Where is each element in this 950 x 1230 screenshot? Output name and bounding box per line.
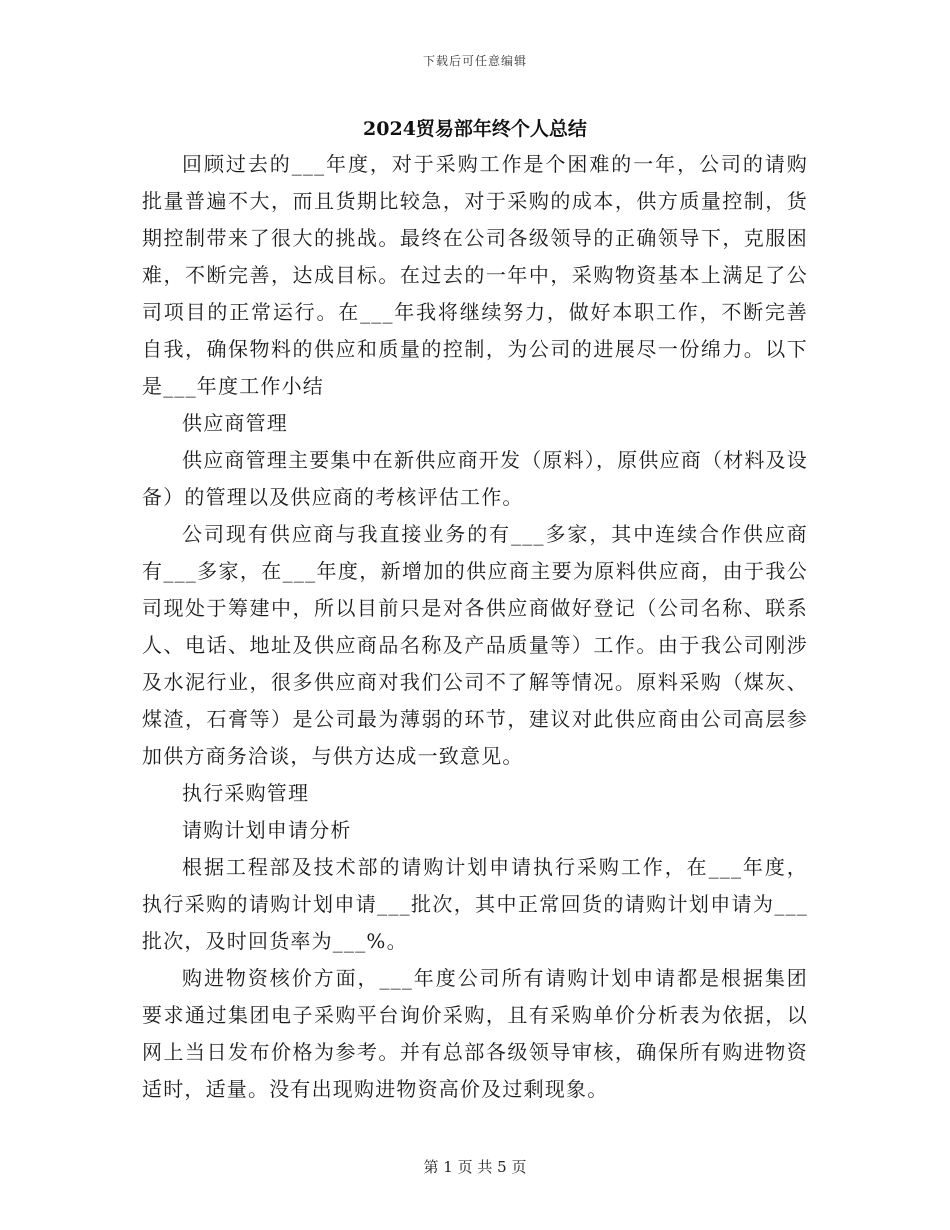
paragraph-intro: 回顾过去的___年度，对于采购工作是个困难的一年，公司的请购批量普遍不大，而且货期比较急，对于采购的成本，供方质量控制，货期控制带来了很大的挑战。最终在公司各级领导的正确领导下，克服困难，不断完善，达成目标。在过去的一年中，采购物资基本上满足了公司项目的正常运行。在___年我将继续努力，做好本职工作，不断完善自我，确保物料的供应和质量的控制，为公司的进展尽一份绵力。以下是___年度工作小结	[142, 152, 808, 398]
section-heading-purchase-execution: 执行采购管理	[182, 781, 310, 805]
section-heading-supplier-management: 供应商管理	[182, 411, 288, 435]
header-note: 下载后可任意编辑	[422, 54, 527, 68]
paragraph-supplier-scope: 供应商管理主要集中在新供应商开发（原料），原供应商（材料及设备）的管理以及供应商的考核评估工作。	[142, 448, 808, 509]
section-heading-requisition-analysis: 请购计划申请分析	[182, 818, 352, 842]
paragraph-price-verification: 购进物资核价方面，___年度公司所有请购计划申请都是根据集团要求通过集团电子采购平台询价采购，且有采购单价分析表为依据，以网上当日发布价格为参考。并有总部各级领导审核，确保所有购进物资适时，适量。没有出现购进物资高价及过剩现象。	[142, 966, 808, 1101]
document-title: 2024贸易部年终个人总结	[363, 118, 587, 140]
paragraph-supplier-status: 公司现有供应商与我直接业务的有___多家，其中连续合作供应商有___多家，在___年度，新增加的供应商主要为原料供应商，由于我公司现处于筹建中，所以目前只是对各供应商做好登记（公司名称、联系人、电话、地址及供应商品名称及产品质量等）工作。由于我公司刚涉及水泥行业，很多供应商对我们公司不了解等情况。原料采购（煤灰、煤渣，石膏等）是公司最为薄弱的环节，建议对此供应商由公司高层参加供方商务洽谈，与供方达成一致意见。	[142, 522, 808, 768]
document-body	[142, 146, 808, 1108]
page-footer: 第 1 页 共 5 页	[423, 1158, 527, 1176]
paragraph-requisition-stats: 根据工程部及技术部的请购计划申请执行采购工作，在___年度，执行采购的请购计划申请___批次，其中正常回货的请购计划申请为___批次，及时回货率为___%。	[142, 855, 808, 953]
